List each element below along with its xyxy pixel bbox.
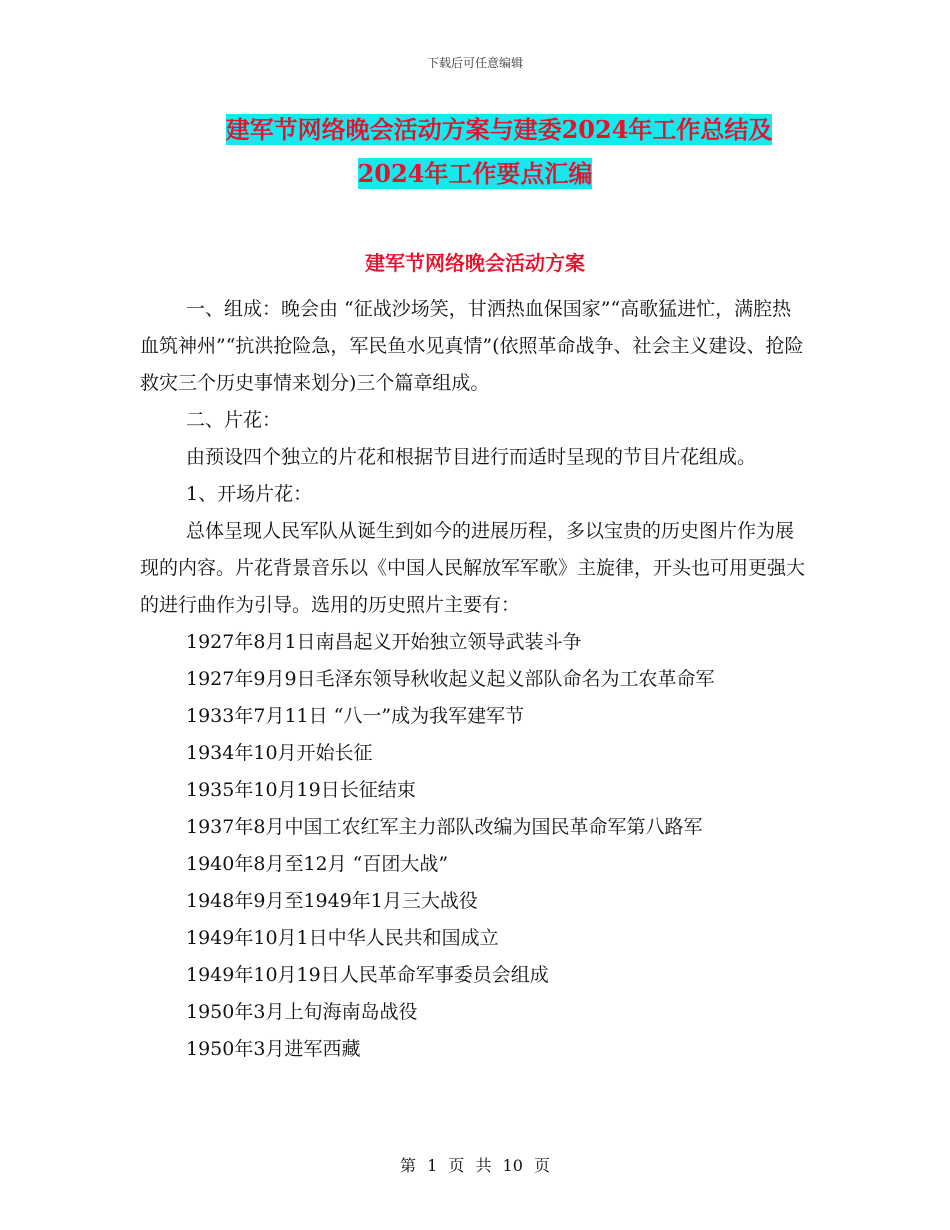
timeline-item: 1927年8月1日南昌起义开始独立领导武装斗争 xyxy=(186,631,582,653)
paragraph-clips-intro: 由预设四个独立的片花和根据节目进行而适时呈现的节目片花组成。 xyxy=(186,446,757,468)
document-title-line-1 xyxy=(24,112,950,148)
header-note: 下载后可任意编辑 xyxy=(426,56,523,70)
paragraph-heading-clips: 二、片花： xyxy=(186,409,282,431)
page-footer: 第 1 页 共 10 页 xyxy=(400,1156,550,1175)
timeline-item: 1927年9月9日毛泽东领导秋收起义起义部队命名为工农革命军 xyxy=(186,668,715,690)
timeline-item: 1934年10月开始长征 xyxy=(186,742,373,764)
paragraph-opening-clip-desc: 总体呈现人民军队从诞生到如今的进展历程，多以宝贵的历史图片作为展现的内容。片花背景音乐以《中国人民解放军军歌》主旋律，开头也可用更强大的进行曲作为引导。选用的历史照片主要有： xyxy=(140,520,806,616)
document-title-line-1-text: 建军节网络晚会活动方案与建委2024年工作总结及 xyxy=(225,115,773,144)
timeline-item: 1940年8月至12月 “百团大战” xyxy=(186,853,449,875)
document-title-line-2 xyxy=(0,156,950,192)
timeline-item: 1949年10月19日人民革命军事委员会组成 xyxy=(186,964,549,986)
timeline-item: 1935年10月19日长征结束 xyxy=(186,779,416,801)
timeline-item: 1950年3月上旬海南岛战役 xyxy=(186,1001,418,1023)
section-title: 建军节网络晚会活动方案 xyxy=(365,251,585,275)
timeline-item: 1948年9月至1949年1月三大战役 xyxy=(186,890,478,912)
paragraph-composition: 一、组成：晚会由 “征战沙场笑，甘洒热血保国家”“高歌猛进忙，满腔热血筑神州”“抗洪抢险急，军民鱼水见真情”(依照革命战争、社会主义建设、抢险救灾三个历史事情来划分)三个篇章组成。 xyxy=(140,298,804,394)
timeline-item: 1937年8月中国工农红军主力部队改编为国民革命军第八路军 xyxy=(186,816,703,838)
timeline-item: 1950年3月进军西藏 xyxy=(186,1038,361,1060)
timeline-item: 1933年7月11日 “八一”成为我军建军节 xyxy=(186,705,525,727)
paragraph-heading-opening-clip: 1、开场片花： xyxy=(186,483,313,505)
document-title-line-2-text: 2024年工作要点汇编 xyxy=(357,159,593,188)
document-body xyxy=(140,291,808,1068)
timeline-item: 1949年10月1日中华人民共和国成立 xyxy=(186,927,499,949)
